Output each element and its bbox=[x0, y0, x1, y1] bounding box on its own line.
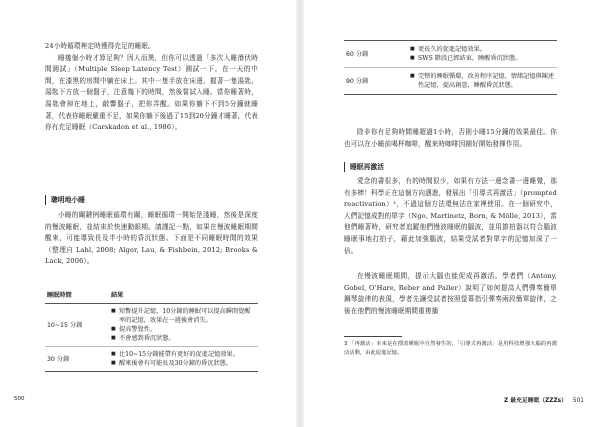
left-text-block-2 bbox=[45, 210, 258, 268]
book-gutter bbox=[296, 0, 304, 427]
result-list bbox=[410, 45, 555, 63]
footnote-text: 「再激活」本來是在搜波睡眠中自然發生的，「引導式再激活」是用科技增強大腦的再激活活動，由此促進記憶。 bbox=[344, 341, 558, 356]
result-item: ■ 更長久的促進記憶效果。 bbox=[410, 45, 555, 54]
left-text-block bbox=[45, 41, 258, 134]
running-head bbox=[504, 395, 584, 404]
result-item: ■ 完整的睡眠循環，改善程序記憶、情緒記憶與陳述性記憶，提高創意，睡醒昏沉狀態。 bbox=[410, 72, 555, 90]
col-header-duration: 睡眠時間 bbox=[45, 289, 109, 304]
section-heading-napping: 聰明地小睡 bbox=[45, 195, 264, 205]
footnote-divider bbox=[344, 336, 402, 337]
right-paragraph-2: 愛念的書很多，有的時間很少，如果有方法一邊念書一邊睡覺，那有多棒！科學正在這個方向邁進，發展出「引導式再激活」（prompted reactivation）³，不過這個方法還無法在家裡使用。在一個研究中，人們記憶成對的單字（Ngo, Martinetz, Born, & Mölle, 2013），當他們睡著時，研究者追蹤他們慢波睡眠的腦波，並用節拍器以符合腦波睡眠事地打拍子，藉此加強腦波，結果受試者對單字的記憶加深了一倍。 bbox=[344, 177, 558, 255]
left-paragraph-2: 睡幾個小時才算足夠？因人而異，但你可以透過「多次入睡潛伏時間測試」（Multiple Sleep Latency Test）測試一下。在一天的中間，在漆黑的房間中躺在床上。其中一隻手放在床邊，握著一隻湯匙，湯匙下方放一個盤子，注意幾下的時間，然後嘗試入睡。當你睡著時，湯匙會掉在地上，敲響盤子，把你弄醒。如果你躺下不到5分鐘就睡著，代表你睡眠嚴重不足，如果你躺下後過了15到20分鐘才睡著，代表你有充足睡眠（Carskadon et al., 1986）。 bbox=[45, 53, 258, 132]
result-cell bbox=[109, 347, 258, 372]
result-cell bbox=[109, 304, 258, 347]
duration-cell: 30 分鐘 bbox=[45, 347, 109, 372]
right-text-block-3 bbox=[344, 271, 557, 317]
col-header-result: 結果 bbox=[109, 289, 258, 304]
page-number-right: 501 bbox=[572, 398, 584, 404]
nap-duration-table bbox=[45, 289, 258, 372]
section-heading-reactivation: 睡眠再激活 bbox=[344, 162, 563, 172]
result-item: ■ 短暫提升記憶，10分鐘的睡眠可以提高瞬間覺醒率的記憶，效果在一週後會消失。 bbox=[111, 307, 256, 325]
result-list bbox=[111, 350, 256, 368]
duration-cell: 90 分鐘 bbox=[344, 68, 408, 95]
right-text-block-1 bbox=[344, 127, 557, 150]
table-row bbox=[45, 304, 258, 347]
page-number-left: 500 bbox=[14, 396, 25, 402]
footnote-number: 3 bbox=[344, 341, 348, 347]
result-list bbox=[410, 72, 555, 90]
right-page bbox=[304, 0, 600, 427]
nap-duration-table-continued bbox=[344, 40, 557, 95]
table-row bbox=[45, 347, 258, 372]
right-paragraph-1: 除非你有足夠時間睡超過1小時，否則小睡15分鐘的效果最佳。你也可以在小睡前喝杯咖啡，醒來時咖啡因剛好開始發揮作用。 bbox=[344, 128, 557, 148]
duration-cell: 10~15 分鐘 bbox=[45, 304, 109, 347]
result-item: ■ 不會感到昏沉狀態。 bbox=[111, 334, 256, 343]
result-cell bbox=[408, 68, 557, 95]
left-paragraph-3: 小睡的關鍵例睡眠循環有關，睡眠循環一開始是淺睡，然後是深度的慢波睡眠，並結束於快速動眼期。請謹記一點，如果在慢波睡眠期間醒來，可能導致長及半小時的昏沉狀態。下面是不同睡眠時間的效果（整理自 Lahl, 2008; Alger, Lau, & Fishbein, 2012; Brooks & Lack, 2006）。 bbox=[45, 211, 258, 266]
running-head-title: Z 最充足睡眠（ZZZs） bbox=[504, 398, 567, 404]
right-text-block-2 bbox=[344, 176, 557, 257]
table-row bbox=[344, 68, 557, 95]
result-item: ■ 比10~15分鐘能帶有更好的促進記憶效果。 bbox=[111, 350, 256, 359]
result-item: ■ 提高警覺性。 bbox=[111, 325, 256, 334]
left-page bbox=[0, 0, 296, 427]
result-cell bbox=[408, 41, 557, 68]
left-paragraph-1: 24小時循環裡定時獲得充足的睡眠。 bbox=[45, 42, 155, 50]
table-header-row bbox=[45, 289, 258, 304]
table-row bbox=[344, 41, 557, 68]
duration-cell: 60 分鐘 bbox=[344, 41, 408, 68]
result-item: ■ SWS 階段已經結束，睡醒昏沉狀態。 bbox=[410, 54, 555, 63]
right-paragraph-3: 在慢波睡眠期間，提示大腦也能促成再激活。學者們（Antony, Gobel, O'Hare, Reber and Paller）說明了如何提高人們彈奏簡單鋼琴旋律的表現，學者先讓受試者按照螢幕指引彈奏兩段簡單旋律，之後在他們的慢波睡眠期間重複播 bbox=[344, 272, 557, 315]
result-list bbox=[111, 307, 256, 343]
footnote bbox=[344, 340, 557, 358]
result-item: ■ 醒來後會有可能長及30分鐘的昏沉狀態。 bbox=[111, 359, 256, 368]
